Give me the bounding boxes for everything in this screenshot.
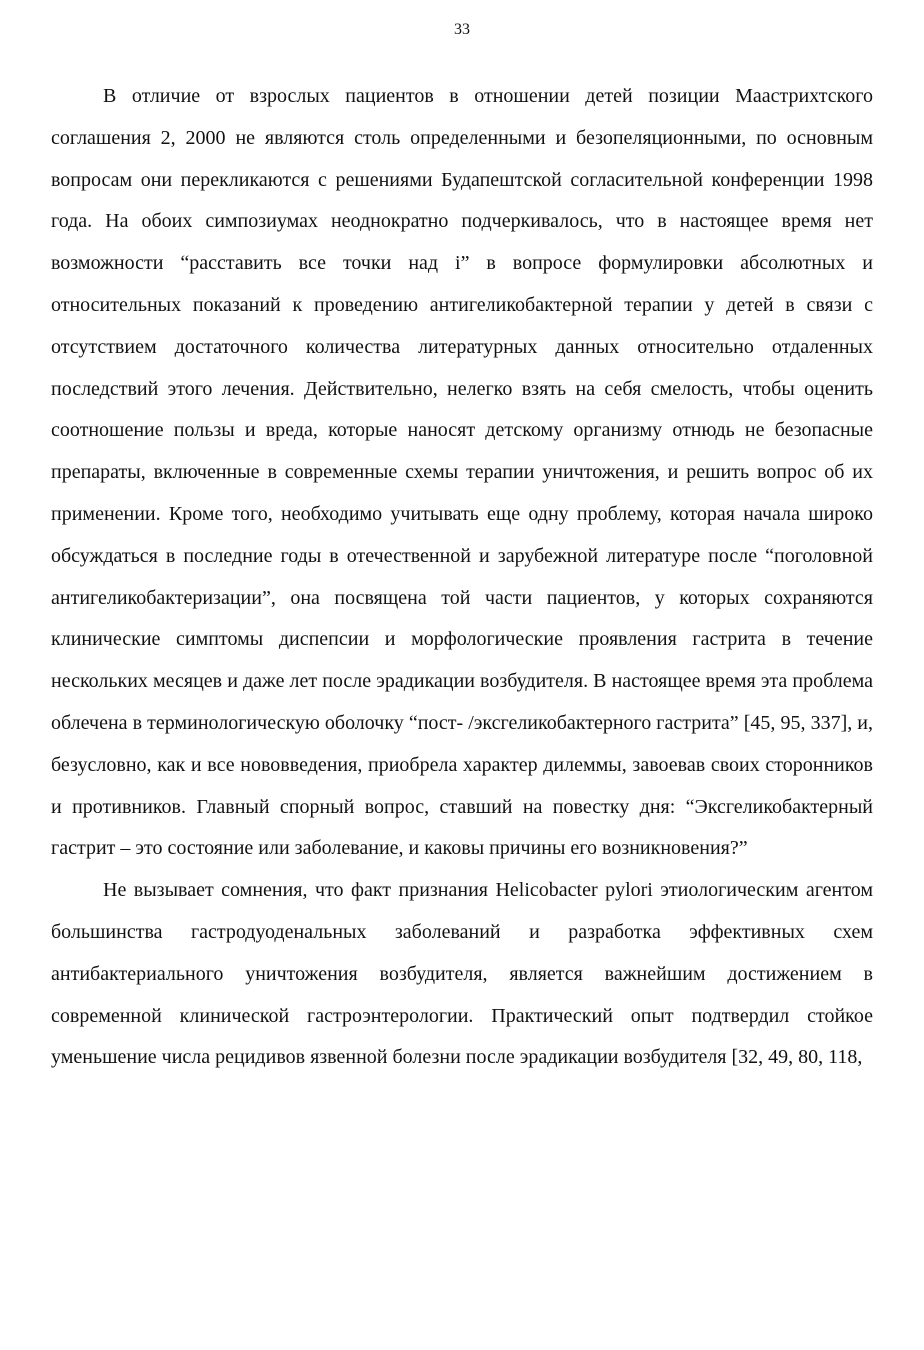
paragraph-maastricht-consensus: В отличие от взрослых пациентов в отношении детей позиции Маастрихтского соглашения 2, 2000 не являются столь определенными и безопеляционными, по основным вопросам они перекликаются с решениями Будапештской согласительной конференции 1998 года. На обоих симпозиумах неоднократно подчеркивалось, что в настоящее время нет возможности “расставить все точки над і” в вопросе формулировки абсолютных и относительных показаний к проведению антигеликобактерной терапии у детей в связи с отсутствием достаточного количества литературных данных относительно отдаленных последствий этого лечения. Действительно, нелегко взять на себя смелость, чтобы оценить соотношение пользы и вреда, которые наносят детскому организму отнюдь не безопасные препараты, включенные в современные схемы терапии уничтожения, и решить вопрос об их применении. Кроме того, необходимо учитывать еще одну проблему, которая начала широко обсуждаться в последние годы в отечественной и зарубежной литературе после “поголовной антигеликобактеризации”, она посвящена той части пациентов, у которых сохраняются клинические симптомы диспепсии и морфологические проявления гастрита в течение нескольких месяцев и даже лет после эрадикации возбудителя. В настоящее время эта проблема облечена в терминологическую оболочку “пост- /эксгеликобактерного гастрита” [45, 95, 337], и, безусловно, как и все нововведения, приобрела характер дилеммы, завоевав своих сторонников и противников. Главный спорный вопрос, ставший на повестку дня: “Эксгеликобактерный гастрит – это состояние или заболевание, и каковы причины его возникновения?” <box>51 85 873 860</box>
paragraph-helicobacter-eradication: Не вызывает сомнения, что факт признания Helicobacter pylori этиологическим агентом большинства гастродуоденальных заболеваний и разработка эффективных схем антибактериального уничтожения возбудителя, является важнейшим достижением в современной клинической гастроэнтерологии. Практический опыт подтвердил стойкое уменьшение числа рецидивов язвенной болезни после эрадикации возбудителя [32, 49, 80, 118, <box>51 879 873 1069</box>
page-number: 33 <box>454 21 470 38</box>
page-body <box>51 76 873 1079</box>
